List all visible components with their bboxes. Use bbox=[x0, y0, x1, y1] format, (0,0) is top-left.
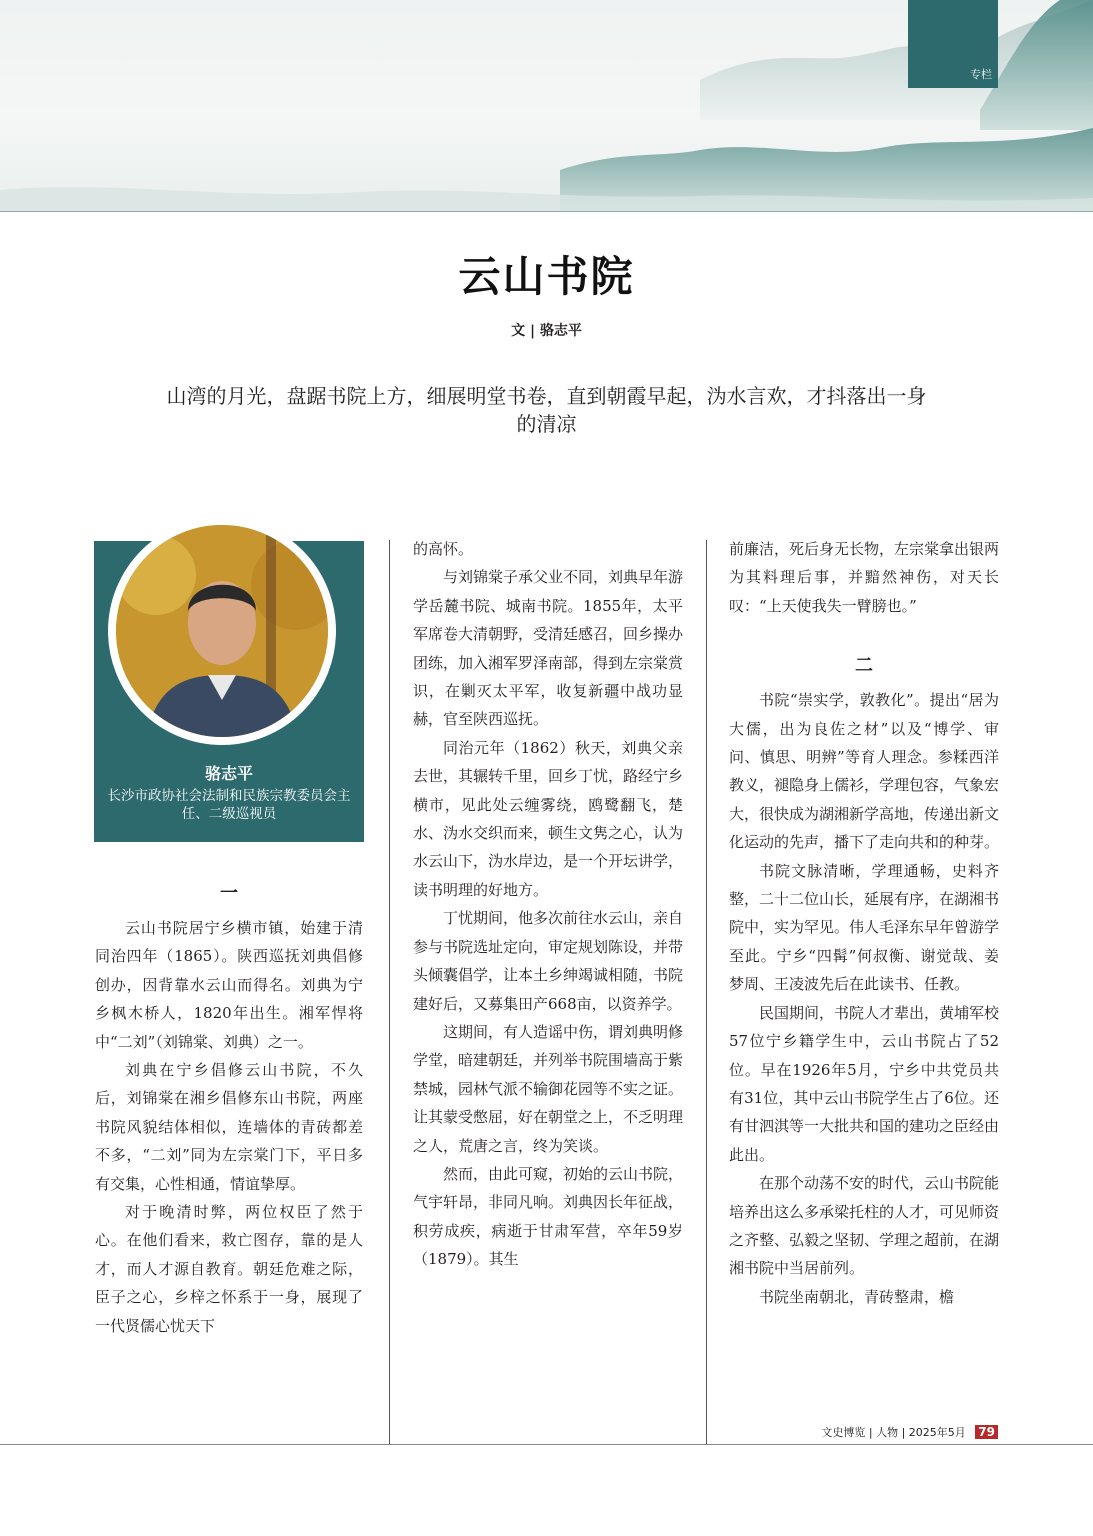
portrait-image bbox=[116, 525, 328, 737]
author-card bbox=[94, 541, 364, 842]
author-title: 长沙市政协社会法制和民族宗教委员会主任、二级巡视员 bbox=[107, 788, 351, 822]
paragraph: 同治元年（1862）秋天，刘典父亲去世，其辗转千里，回乡丁忧，路经宁乡横市，见此处云缠雾绕，鸥鹭翻飞，楚水、沩水交织而来，顿生文隽之心，认为水云山下，沩水岸边，是一个开坛讲学，读书明理的好地方。 bbox=[413, 738, 684, 899]
header-banner bbox=[0, 0, 1093, 212]
column-2 bbox=[413, 535, 683, 1274]
banner-divider bbox=[0, 211, 1093, 212]
paragraph: 然而，由此可窥，初始的云山书院，气宇轩昂，非同凡响。刘典因长年征战，积劳成疾，病逝于甘肃军营，卒年59岁（1879）。其生 bbox=[413, 1164, 684, 1269]
column-3 bbox=[729, 535, 999, 1311]
paragraph-continued: 前廉洁，死后身无长物，左宗棠拿出银两为其料理后事，并黯然神伤，对天长叹：“上天使我失一臂膀也。” bbox=[729, 540, 1000, 615]
paragraph: 在那个动荡不安的时代，云山书院能培养出这么多承梁托柱的人才，可见师资之齐整、弘毅之坚韧、学理之超前，在湖湘书院中当居前列。 bbox=[729, 1174, 1000, 1278]
paragraph-continued: 的高怀。 bbox=[413, 540, 474, 558]
page-number: 79 bbox=[975, 1425, 998, 1439]
paragraph: 对于晚清时弊，两位权臣了然于心。在他们看来，救亡图存，靠的是人才，而人才源自教育。朝廷危难之际，臣子之心，乡梓之怀系于一身，展现了一代贤儒心忧天下 bbox=[95, 1203, 363, 1335]
paragraph: 民国期间，书院人才辈出，黄埔军校57位宁乡籍学生中，云山书院占了52位。早在1926年5月，宁乡中共党员共有31位，其中云山书院学生占了6位。还有甘泗淇等一大批共和国的建功之臣经由此出。 bbox=[729, 1003, 1000, 1164]
column-label: 专栏 bbox=[970, 68, 992, 81]
footer-separator: | bbox=[901, 1426, 909, 1439]
paragraph: 刘典在宁乡倡修云山书院，不久后，刘锦棠在湘乡倡修东山书院，两座书院风貌结体相似，连墙体的青砖都差不多，“二刘”同为左宗棠门下，平日多有交集，心性相通，情谊挚厚。 bbox=[95, 1061, 363, 1193]
issue-date: 2025年5月 bbox=[908, 1426, 966, 1439]
paragraph: 书院“崇实学，敦教化”。提出“居为大儒，出为良佐之材”以及“博学、审问、慎思、明辨”等育人理念。参糅西洋教义，褪隐身上儒衫，学理包容，气象宏大，很快成为湖湘新学高地，传递出新文化运动的先声，播下了走向共和的种芽。 bbox=[729, 691, 1000, 852]
paragraph: 丁忧期间，他多次前往水云山，亲自参与书院选址定向，审定规划陈设，并带头倾囊倡学，让本土乡绅竭诚相随，书院建好后，又募集田产668亩，以资养学。 bbox=[413, 909, 684, 1013]
paragraph: 这期间，有人造谣中伤，谓刘典明修学堂，暗建朝廷，并列举书院围墙高于紫禁城，园林气派不输御花园等不实之证。让其蒙受憋屈，好在朝堂之上，不乏明理之人，荒唐之言，终为笑谈。 bbox=[413, 1022, 684, 1155]
article-byline: 文 | 骆志平 bbox=[511, 323, 582, 339]
paragraph: 云山书院居宁乡横市镇，始建于清同治四年（1865）。陕西巡抚刘典倡修创办，因背靠水云山而得名。刘典为宁乡枫木桥人，1820年出生。湘军悍将中“二刘”（刘锦棠、刘典）之一。 bbox=[95, 919, 363, 1051]
footer-separator: | bbox=[868, 1426, 877, 1439]
page-footer bbox=[821, 1424, 998, 1440]
column-1 bbox=[95, 874, 363, 1340]
section-heading: 二 bbox=[855, 655, 873, 677]
column-tag bbox=[908, 0, 998, 88]
paragraph: 书院文脉清晰，学理通畅，史料齐整，二十二位山长，延展有序，在湖湘书院中，实为罕见。伟人毛泽东早年曾游学至此。宁乡“四髯”何叔衡、谢觉哉、姜梦周、王凌波先后在此读书、任教。 bbox=[729, 861, 1000, 994]
magazine-name: 文史博览 bbox=[821, 1426, 866, 1439]
article-title: 云山书院 bbox=[458, 252, 635, 301]
section-name: 人物 bbox=[876, 1426, 899, 1439]
article-lead: 山湾的月光，盘踞书院上方，细展明堂书卷，直到朝霞早起，沩水言欢，才抖落出一身的清凉 bbox=[166, 384, 927, 436]
author-name: 骆志平 bbox=[204, 764, 253, 783]
section-heading: 一 bbox=[220, 883, 238, 904]
footer-divider bbox=[0, 1444, 1093, 1445]
column-divider bbox=[389, 540, 390, 1444]
column-divider bbox=[706, 540, 707, 1444]
paragraph: 与刘锦棠子承父业不同，刘典早年游学岳麓书院、城南书院。1855年，太平军席卷大清朝野，受清廷感召，回乡操办团练，加入湘军罗泽南部，得到左宗棠赏识，在剿灭太平军，收复新疆中战功显赫，官至陕西巡抚。 bbox=[413, 568, 684, 729]
author-portrait bbox=[108, 517, 336, 745]
paragraph: 书院坐南朝北，青砖整肃，檐 bbox=[759, 1287, 955, 1306]
